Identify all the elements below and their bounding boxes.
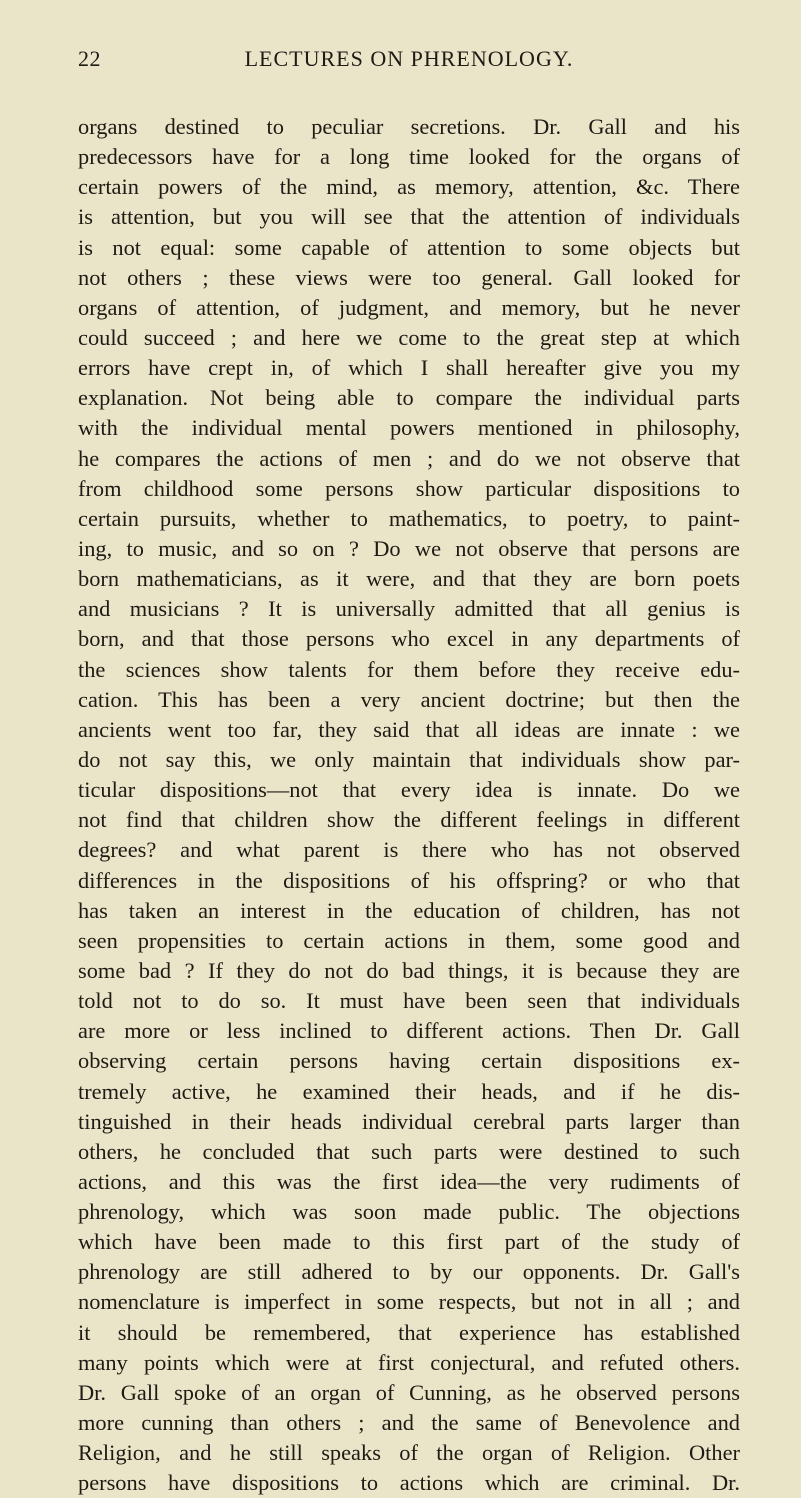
text-line: more cunning than others ; and the same of Benevolence and <box>78 1410 740 1436</box>
text-line: nomenclature is imperfect in some respects, but not in all ; and <box>78 1289 740 1315</box>
text-line: tremely active, he examined their heads, and if he dis- <box>78 1078 740 1104</box>
text-line: certain powers of the mind, as memory, attention, &c. There <box>78 174 740 200</box>
text-line: phrenology, which was soon made public. The objections <box>78 1199 740 1225</box>
text-line: are more or less inclined to different actions. Then Dr. Gall <box>78 1018 740 1044</box>
text-line: it should be remembered, that experience has established <box>78 1319 740 1345</box>
text-line: degrees? and what parent is there who has not observed <box>78 837 740 863</box>
text-line: is attention, but you will see that the attention of individuals <box>78 204 740 230</box>
text-line: not others ; these views were too general. Gall looked for <box>78 264 740 290</box>
text-line: explanation. Not being able to compare the individual parts <box>78 385 740 411</box>
text-line: Dr. Gall spoke of an organ of Cunning, as he observed persons <box>78 1379 740 1405</box>
text-line: phrenology are still adhered to by our opponents. Dr. Gall's <box>78 1259 740 1285</box>
running-title: LECTURES ON PHRENOLOGY. <box>244 46 574 71</box>
text-line: told not to do so. It must have been seen that individuals <box>78 988 740 1014</box>
text-line: observing certain persons having certain dispositions ex- <box>78 1048 740 1074</box>
text-line: do not say this, we only maintain that individuals show par- <box>78 746 740 772</box>
text-line: ing, to music, and so on ? Do we not observe that persons are <box>78 535 740 561</box>
text-line: others, he concluded that such parts were destined to such <box>78 1138 740 1164</box>
text-line: has taken an interest in the education of children, has not <box>78 897 740 923</box>
text-line: seen propensities to certain actions in them, some good and <box>78 927 740 953</box>
text-line: which have been made to this first part of the study of <box>78 1229 740 1255</box>
text-line: some bad ? If they do not do bad things, it is because they are <box>78 957 740 983</box>
text-line: cation. This has been a very ancient doctrine; but then the <box>78 686 740 712</box>
text-line: born, and that those persons who excel in any departments of <box>78 626 740 652</box>
body-text <box>78 112 740 1498</box>
text-line: could succeed ; and here we come to the great step at which <box>78 324 740 350</box>
text-line: and musicians ? It is universally admitted that all genius is <box>78 596 740 622</box>
text-line: many points which were at first conjectural, and refuted others. <box>78 1349 740 1375</box>
text-line: actions, and this was the first idea—the very rudiments of <box>78 1168 740 1194</box>
page-number: 22 <box>78 46 101 71</box>
text-line: predecessors have for a long time looked for the organs of <box>78 144 740 170</box>
text-line: organs of attention, of judgment, and memory, but he never <box>78 294 740 320</box>
text-line: differences in the dispositions of his offspring? or who that <box>78 867 740 893</box>
text-line: he compares the actions of men ; and do we not observe that <box>78 445 740 471</box>
text-line: ticular dispositions—not that every idea is innate. Do we <box>78 777 740 803</box>
text-line: Religion, and he still speaks of the organ of Religion. Other <box>78 1440 740 1466</box>
text-line: the sciences show talents for them before they receive edu- <box>78 656 740 682</box>
text-line: tinguished in their heads individual cerebral parts larger than <box>78 1108 740 1134</box>
text-line: not find that children show the different feelings in different <box>78 807 740 833</box>
text-line: with the individual mental powers mentioned in philosophy, <box>78 415 740 441</box>
text-line: errors have crept in, of which I shall hereafter give you my <box>78 355 740 381</box>
text-line: from childhood some persons show particular dispositions to <box>78 475 740 501</box>
text-line: ancients went too far, they said that all ideas are innate : we <box>78 716 740 742</box>
text-line: certain pursuits, whether to mathematics, to poetry, to paint- <box>78 505 740 531</box>
text-line: organs destined to peculiar secretions. Dr. Gall and his <box>78 114 740 139</box>
page-header <box>78 46 740 76</box>
text-line: born mathematicians, as it were, and that they are born poets <box>78 566 740 592</box>
text-line: persons have dispositions to actions which are criminal. Dr. <box>78 1470 740 1496</box>
text-line: is not equal: some capable of attention to some objects but <box>78 234 740 260</box>
